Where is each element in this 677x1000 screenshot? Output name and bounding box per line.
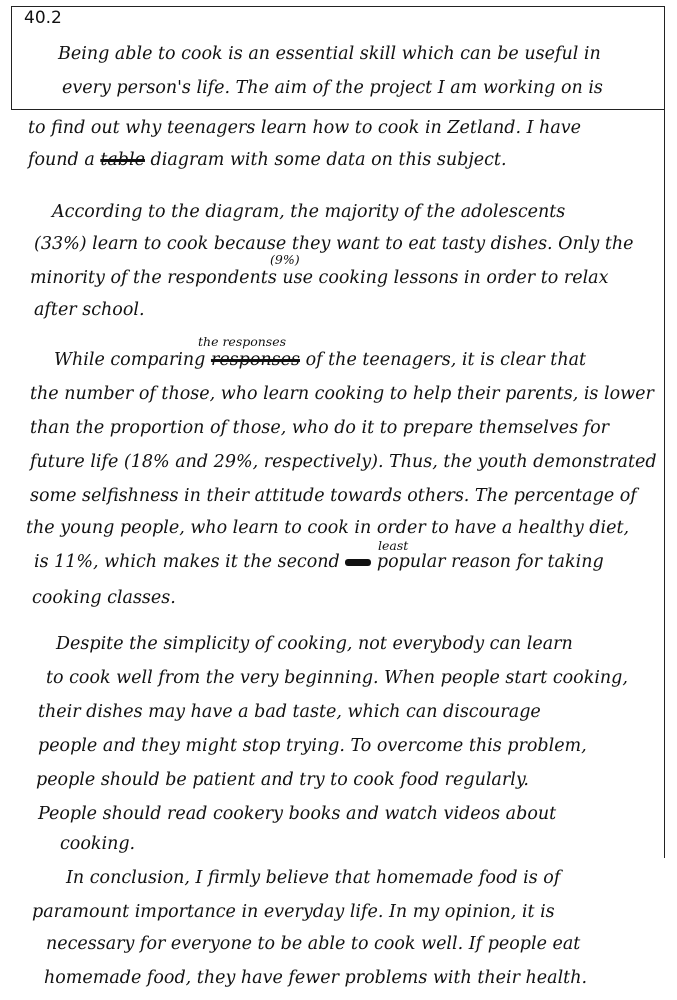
text-line: minority of the respondents use cooking lessons in order to relax (30, 268, 609, 288)
text-line: Being able to cook is an essential skill which can be useful in (58, 44, 601, 64)
text-line: cooking classes. (32, 588, 176, 608)
text-fragment: found a (28, 150, 95, 170)
scribble-mark (345, 559, 371, 566)
text-line: homemade food, they have fewer problems with their health. (44, 968, 588, 988)
text-line: some selfishness in their attitude towards others. The percentage of (30, 486, 637, 506)
margin-rule (664, 110, 665, 858)
text-line: cooking. (60, 834, 136, 854)
text-line: than the proportion of those, who do it to prepare themselves for (30, 418, 610, 438)
text-line: According to the diagram, the majority of the adolescents (52, 202, 566, 222)
text-line: people and they might stop trying. To overcome this problem, (38, 736, 587, 756)
inserted-text: the responses (198, 334, 287, 349)
text-fragment: of the teenagers, it is clear that (305, 350, 587, 370)
text-line: to find out why teenagers learn how to cook in Zetland. I have (28, 118, 581, 138)
text-fragment: popular reason for taking (376, 552, 604, 572)
text-line: In conclusion, I firmly believe that homemade food is of (66, 868, 561, 888)
text-line: after school. (34, 300, 145, 320)
text-line: Despite the simplicity of cooking, not everybody can learn (56, 634, 573, 654)
text-line (54, 350, 586, 370)
struck-word: table (100, 150, 145, 170)
text-line: every person's life. The aim of the project I am working on is (62, 78, 603, 98)
text-fragment: diagram with some data on this subject. (150, 150, 507, 170)
text-line: future life (18% and 29%, respectively). Thus, the youth demonstrated (30, 452, 657, 472)
text-line: paramount importance in everyday life. In my opinion, it is (32, 902, 555, 922)
inserted-text: (9%) (270, 252, 300, 267)
text-line: the young people, who learn to cook in order to have a healthy diet, (26, 518, 630, 538)
text-fragment: While comparing (54, 350, 206, 370)
text-fragment: is 11%, which makes it the second (34, 552, 340, 572)
struck-word: responses (210, 350, 300, 370)
text-line: to cook well from the very beginning. When people start cooking, (46, 668, 628, 688)
text-line: their dishes may have a bad taste, which can discourage (38, 702, 541, 722)
task-number: 40.2 (24, 8, 62, 28)
text-line: People should read cookery books and watch videos about (38, 804, 557, 824)
text-line (28, 150, 507, 170)
text-line: the number of those, who learn cooking to help their parents, is lower (30, 384, 654, 404)
text-line (34, 552, 604, 572)
text-line: (33%) learn to cook because they want to eat tasty dishes. Only the (34, 234, 634, 254)
text-line: necessary for everyone to be able to cook well. If people eat (46, 934, 581, 954)
inserted-text: least (378, 538, 409, 553)
text-line: people should be patient and try to cook food regularly. (36, 770, 529, 790)
